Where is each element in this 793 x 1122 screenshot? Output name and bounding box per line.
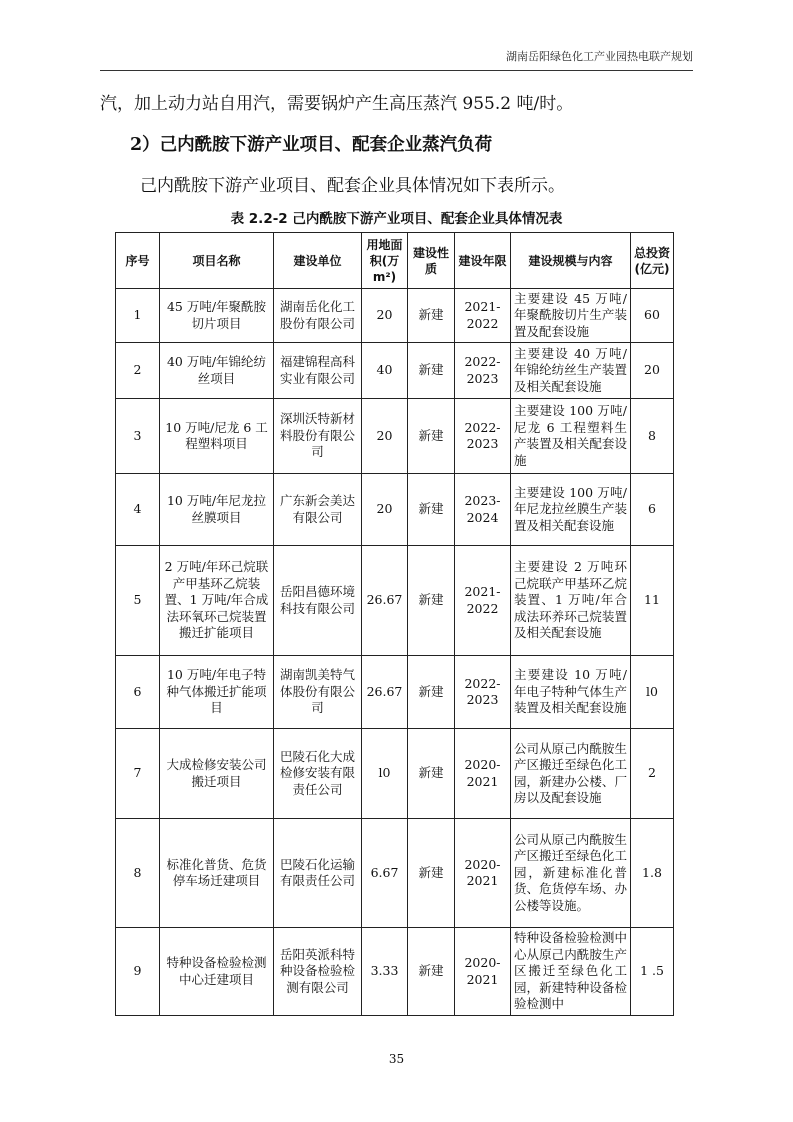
- cell-unit: 福建锦程高科实业有限公司: [274, 343, 362, 399]
- table-row: [116, 546, 674, 656]
- cell-no: 6: [116, 656, 160, 729]
- cell-no: 2: [116, 343, 160, 399]
- table-row: [116, 289, 674, 343]
- cell-area: l0: [362, 729, 408, 819]
- cell-nature: 新建: [408, 656, 455, 729]
- cell-area: 40: [362, 343, 408, 399]
- cell-invest: 1.8: [631, 819, 674, 928]
- cell-invest: 1 .5: [631, 928, 674, 1016]
- cell-area: 6.67: [362, 819, 408, 928]
- header-title: 湖南岳阳绿色化工产业园热电联产规划: [506, 50, 693, 63]
- cell-area: 26.67: [362, 546, 408, 656]
- table-row: [116, 399, 674, 474]
- paragraph-1: 汽，加上动力站自用汽，需要锅炉产生高压蒸汽 955.2 吨/时。: [100, 94, 574, 114]
- cell-scope: 主要建设 2 万吨环己烷联产甲基环乙烷装置、1 万吨/年合成法环养环己烷装置及相关配套设施: [511, 546, 631, 656]
- cell-no: 4: [116, 474, 160, 546]
- table-header-row: [116, 233, 674, 289]
- table-row: [116, 928, 674, 1016]
- cell-invest: 60: [631, 289, 674, 343]
- cell-name: 45 万吨/年聚酰胺切片项目: [160, 289, 274, 343]
- cell-nature: 新建: [408, 399, 455, 474]
- header-scope: 建设规模与内容: [511, 233, 631, 289]
- cell-invest: 6: [631, 474, 674, 546]
- header-no: 序号: [116, 233, 160, 289]
- cell-name: 10 万吨/年电子特种气体搬迁扩能项目: [160, 656, 274, 729]
- cell-area: 26.67: [362, 656, 408, 729]
- section-heading: 2）己内酰胺下游产业项目、配套企业蒸汽负荷: [130, 135, 493, 155]
- cell-nature: 新建: [408, 928, 455, 1016]
- cell-no: 8: [116, 819, 160, 928]
- cell-period: 2023-2024: [455, 474, 511, 546]
- table-caption: 表 2.2-2 己内酰胺下游产业项目、配套企业具体情况表: [230, 211, 563, 227]
- cell-scope: 特种设备检验检测中心从原己内酰胺生产区搬迁至绿色化工园，新建特种设备检验检测中: [511, 928, 631, 1016]
- cell-name: 40 万吨/年锦纶纺丝项目: [160, 343, 274, 399]
- cell-period: 2020-2021: [455, 819, 511, 928]
- table-row: [116, 656, 674, 729]
- cell-invest: 11: [631, 546, 674, 656]
- cell-period: 2020-2021: [455, 928, 511, 1016]
- table-row: [116, 819, 674, 928]
- header-name: 项目名称: [160, 233, 274, 289]
- cell-nature: 新建: [408, 819, 455, 928]
- cell-period: 2021-2022: [455, 546, 511, 656]
- page-header: [100, 44, 693, 71]
- cell-unit: 岳阳英派科特种设备检验检测有限公司: [274, 928, 362, 1016]
- cell-period: 2022-2023: [455, 399, 511, 474]
- cell-unit: 巴陵石化大成检修安装有限责任公司: [274, 729, 362, 819]
- cell-nature: 新建: [408, 343, 455, 399]
- cell-no: 3: [116, 399, 160, 474]
- cell-scope: 主要建设 10 万吨/年电子特种气体生产装置及相关配套设施: [511, 656, 631, 729]
- cell-name: 大成检修安装公司搬迁项目: [160, 729, 274, 819]
- cell-name: 10 万吨/尼龙 6 工程塑料项目: [160, 399, 274, 474]
- cell-period: 2020-2021: [455, 729, 511, 819]
- cell-no: 5: [116, 546, 160, 656]
- cell-unit: 广东新会美达有限公司: [274, 474, 362, 546]
- cell-no: 9: [116, 928, 160, 1016]
- cell-name: 10 万吨/年尼龙拉丝膜项目: [160, 474, 274, 546]
- cell-scope: 主要建设 45 万吨/年聚酰胺切片生产装置及配套设施: [511, 289, 631, 343]
- cell-period: 2021-2022: [455, 289, 511, 343]
- cell-scope: 公司从原己内酰胺生产区搬迁至绿色化工园，新建标准化普货、危货停车场、办公楼等设施。: [511, 819, 631, 928]
- cell-nature: 新建: [408, 289, 455, 343]
- cell-area: 20: [362, 399, 408, 474]
- cell-unit: 湖南岳化化工股份有限公司: [274, 289, 362, 343]
- cell-area: 20: [362, 289, 408, 343]
- cell-period: 2022-2023: [455, 343, 511, 399]
- cell-area: 3.33: [362, 928, 408, 1016]
- cell-invest: l0: [631, 656, 674, 729]
- cell-name: 特种设备检验检测中心迁建项目: [160, 928, 274, 1016]
- cell-area: 20: [362, 474, 408, 546]
- header-period: 建设年限: [455, 233, 511, 289]
- header-invest: 总投资(亿元): [631, 233, 674, 289]
- cell-scope: 公司从原己内酰胺生产区搬迁至绿色化工园，新建办公楼、厂房以及配套设施: [511, 729, 631, 819]
- cell-no: 1: [116, 289, 160, 343]
- table-row: [116, 474, 674, 546]
- paragraph-2: 己内酰胺下游产业项目、配套企业具体情况如下表所示。: [140, 176, 565, 196]
- cell-scope: 主要建设 100 万吨/年尼龙拉丝膜生产装置及相关配套设施: [511, 474, 631, 546]
- header-unit: 建设单位: [274, 233, 362, 289]
- header-area: 用地面积(万m²): [362, 233, 408, 289]
- project-table: [115, 232, 674, 1016]
- cell-unit: 岳阳昌德环境科技有限公司: [274, 546, 362, 656]
- cell-invest: 8: [631, 399, 674, 474]
- cell-period: 2022-2023: [455, 656, 511, 729]
- cell-name: 标准化普货、危货停车场迁建项目: [160, 819, 274, 928]
- table-row: [116, 729, 674, 819]
- cell-no: 7: [116, 729, 160, 819]
- cell-nature: 新建: [408, 546, 455, 656]
- cell-nature: 新建: [408, 474, 455, 546]
- cell-unit: 巴陵石化运输有限责任公司: [274, 819, 362, 928]
- cell-name: 2 万吨/年环己烷联产甲基环乙烷装置、1 万吨/年合成法环氧环己烷装置搬迁扩能项目: [160, 546, 274, 656]
- header-nature: 建设性质: [408, 233, 455, 289]
- table-row: [116, 343, 674, 399]
- cell-invest: 20: [631, 343, 674, 399]
- page-number: 35: [388, 1052, 405, 1066]
- cell-unit: 湖南凯美特气体股份有限公司: [274, 656, 362, 729]
- cell-invest: 2: [631, 729, 674, 819]
- cell-nature: 新建: [408, 729, 455, 819]
- cell-unit: 深圳沃特新材料股份有限公司: [274, 399, 362, 474]
- cell-scope: 主要建设 40 万吨/年锦纶纺丝生产装置及相关配套设施: [511, 343, 631, 399]
- cell-scope: 主要建设 100 万吨/尼龙 6 工程塑料生产装置及相关配套设施: [511, 399, 631, 474]
